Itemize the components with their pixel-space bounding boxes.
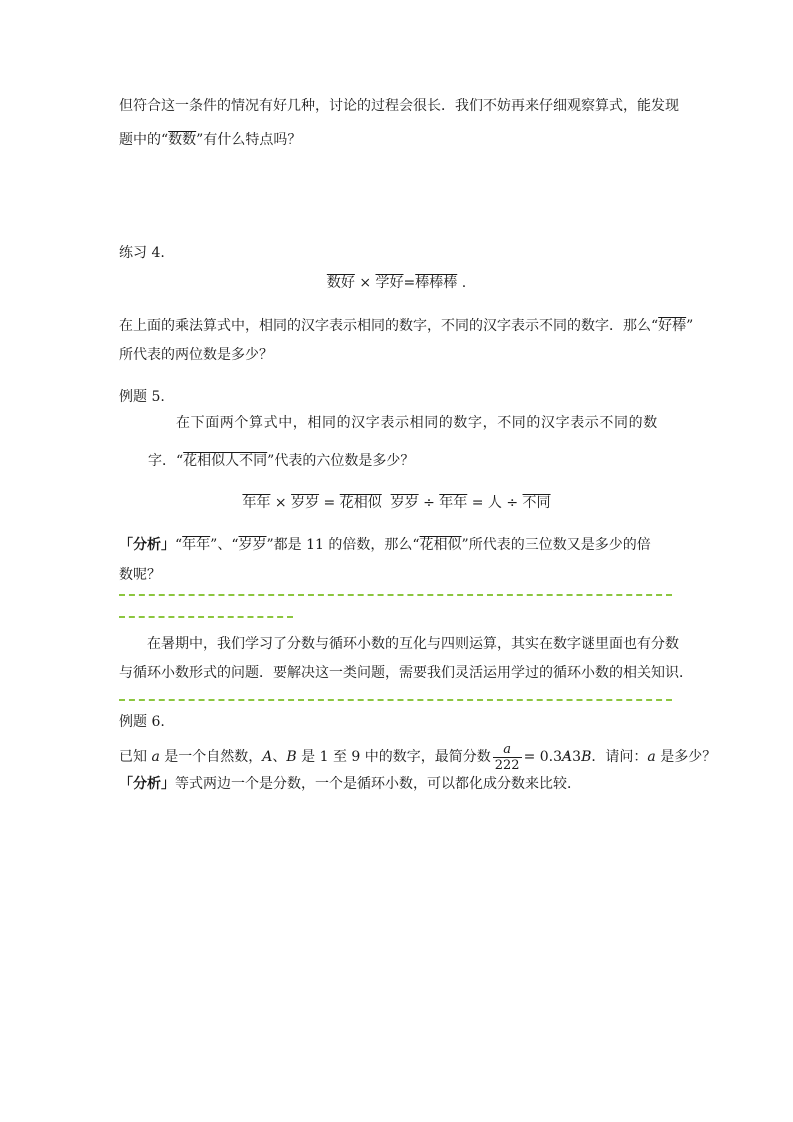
exercise-4-title: 练习 4.: [119, 245, 165, 261]
eq-term: 数好: [326, 275, 355, 291]
example-5-analysis-line-1: 「分析」“年年”、“岁岁”都是 11 的倍数，那么“花相似”所代表的三位数又是多少的倍: [119, 537, 651, 553]
example-6-title: 例题 6.: [119, 714, 165, 730]
analysis-label: 「分析」: [119, 537, 175, 553]
analysis-label: 「分析」: [119, 776, 175, 792]
overlined-digits: 数数: [168, 132, 197, 148]
dashed-divider: [119, 699, 672, 701]
intro-line-2: 与循环小数形式的问题．要解决这一类问题，需要我们灵活运用学过的循环小数的相关知识．: [119, 665, 693, 681]
exercise-4-line-2: 所代表的两位数是多少？: [119, 347, 273, 363]
dashed-divider: [119, 594, 672, 596]
eq-term: 棒棒棒: [415, 275, 458, 291]
example-6-analysis: 「分析」等式两边一个是分数，一个是循环小数，可以都化成分数来比较．: [119, 776, 581, 792]
eq-term: 学好: [375, 275, 404, 291]
exercise-4-equation: 数好 × 学好=棒棒棒 .: [326, 275, 467, 291]
example-5-analysis-line-2: 数呢？: [119, 567, 161, 583]
example-5-line-2: 字．“花相似人不同”代表的六位数是多少？: [148, 453, 415, 469]
dashed-divider: [119, 616, 293, 618]
repeating-digit-end: · B: [581, 749, 591, 765]
example-5-line-1: 在下面两个算式中，相同的汉字表示相同的数字，不同的汉字表示不同的数: [176, 415, 658, 431]
intro-line-1: 在暑期中，我们学习了分数与循环小数的互化与四则运算，其实在数字谜里面也有分数: [147, 636, 679, 652]
example-5-equations: 年年 × 岁岁 = 花相似 岁岁 ÷ 年年 = 人 ÷ 不同: [242, 495, 551, 511]
example-5-title: 例题 5.: [119, 389, 165, 405]
fraction: $\frac{a}{222}$: [494, 741, 520, 773]
example-6-question: 已知 a 是一个自然数，A、B 是 1 至 9 中的数字，最简分数 $\frac{a}{222}$ = 0.3· A3· B．请问：a 是多少？: [119, 740, 716, 774]
exercise-4-line-1: 在上面的乘法算式中，相同的汉字表示相同的数字，不同的汉字表示不同的数字．那么“好棒”: [119, 318, 694, 334]
paragraph-1-line-2: 题中的“数数”有什么特点吗？: [119, 132, 302, 148]
overlined-number: 花相似人不同: [183, 453, 268, 469]
paragraph-1-line-1: 但符合这一条件的情况有好几种，讨论的过程会很长．我们不妨再来仔细观察算式，能发现: [119, 98, 679, 114]
overlined-number: 好棒: [658, 318, 687, 334]
repeating-digit-start: · A: [562, 749, 572, 765]
